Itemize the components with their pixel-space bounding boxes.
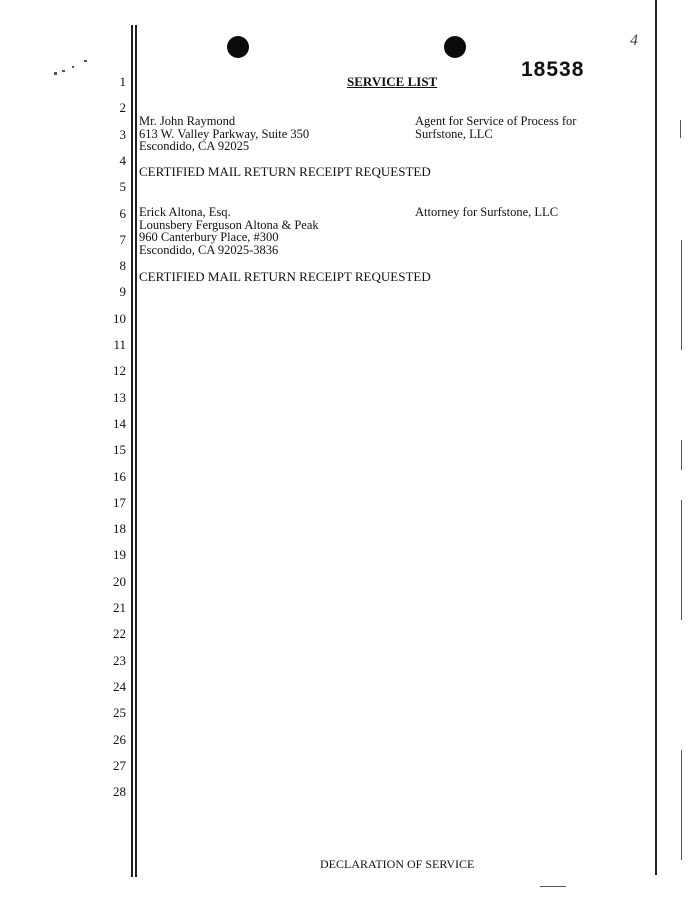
line-number: 26 (113, 731, 126, 747)
left-margin-rule-inner (135, 25, 137, 877)
line-number: 16 (113, 468, 126, 484)
address-line: Escondido, CA 92025-3836 (139, 242, 279, 257)
delivery-method: CERTIFIED MAIL RETURN RECEIPT REQUESTED (139, 269, 431, 284)
scan-speck (72, 66, 74, 68)
address-line: Erick Altona, Esq. (139, 205, 231, 219)
left-margin-rule (131, 25, 133, 877)
line-number: 4 (119, 152, 126, 168)
line-number: 6 (119, 205, 126, 221)
line-number: 2 (119, 100, 126, 116)
line-number: 18 (113, 521, 126, 537)
role-line: Attorney for Surfstone, LLC (415, 205, 559, 219)
line-number: 28 (113, 784, 126, 800)
scan-speck (681, 750, 682, 860)
line-number: 1 (119, 74, 126, 89)
line-number: 11 (113, 337, 126, 352)
right-margin-rule (655, 0, 657, 875)
address-line: 613 W. Valley Parkway, Suite 350 (139, 126, 310, 141)
line-number: 25 (113, 705, 126, 721)
scan-speck (84, 60, 87, 62)
line-number: 22 (113, 626, 126, 642)
footer-title: DECLARATION OF SERVICE (320, 857, 475, 871)
line-number: 7 (119, 231, 126, 247)
scan-speck (62, 70, 65, 72)
line-number: 14 (113, 415, 126, 431)
line-number: 13 (113, 389, 126, 405)
address-line: Mr. John Raymond (139, 114, 236, 128)
scan-speck (540, 886, 566, 887)
page-title: SERVICE LIST (347, 74, 438, 89)
role-line: Surfstone, LLC (415, 126, 493, 141)
line-number: 10 (113, 310, 126, 326)
line-number: 5 (119, 179, 126, 195)
delivery-method: CERTIFIED MAIL RETURN RECEIPT REQUESTED (139, 164, 431, 179)
document-number: 18538 (521, 58, 585, 81)
line-number: 8 (119, 258, 126, 274)
line-number: 9 (119, 284, 126, 300)
corner-mark: 4 (630, 32, 638, 49)
scan-speck (681, 240, 682, 350)
line-number: 12 (113, 363, 126, 379)
line-number: 21 (113, 600, 126, 615)
line-number: 19 (113, 547, 126, 563)
line-number: 20 (113, 573, 126, 589)
scan-speck (681, 440, 682, 470)
line-number: 23 (113, 652, 126, 668)
line-number: 3 (119, 126, 126, 142)
address-line: 960 Canterbury Place, #300 (139, 230, 279, 244)
role-line: Agent for Service of Process for (415, 114, 577, 128)
line-number: 15 (113, 442, 126, 458)
line-number: 27 (113, 757, 126, 773)
scan-speck (54, 72, 57, 75)
punch-hole-right (444, 36, 466, 58)
punch-hole-left (227, 36, 249, 58)
line-number: 17 (113, 494, 126, 510)
address-line: Lounsbery Ferguson Altona & Peak (139, 217, 319, 232)
scan-speck (681, 500, 682, 620)
address-line: Escondido, CA 92025 (139, 139, 250, 153)
line-number: 24 (113, 678, 126, 694)
scan-speck (680, 120, 681, 138)
